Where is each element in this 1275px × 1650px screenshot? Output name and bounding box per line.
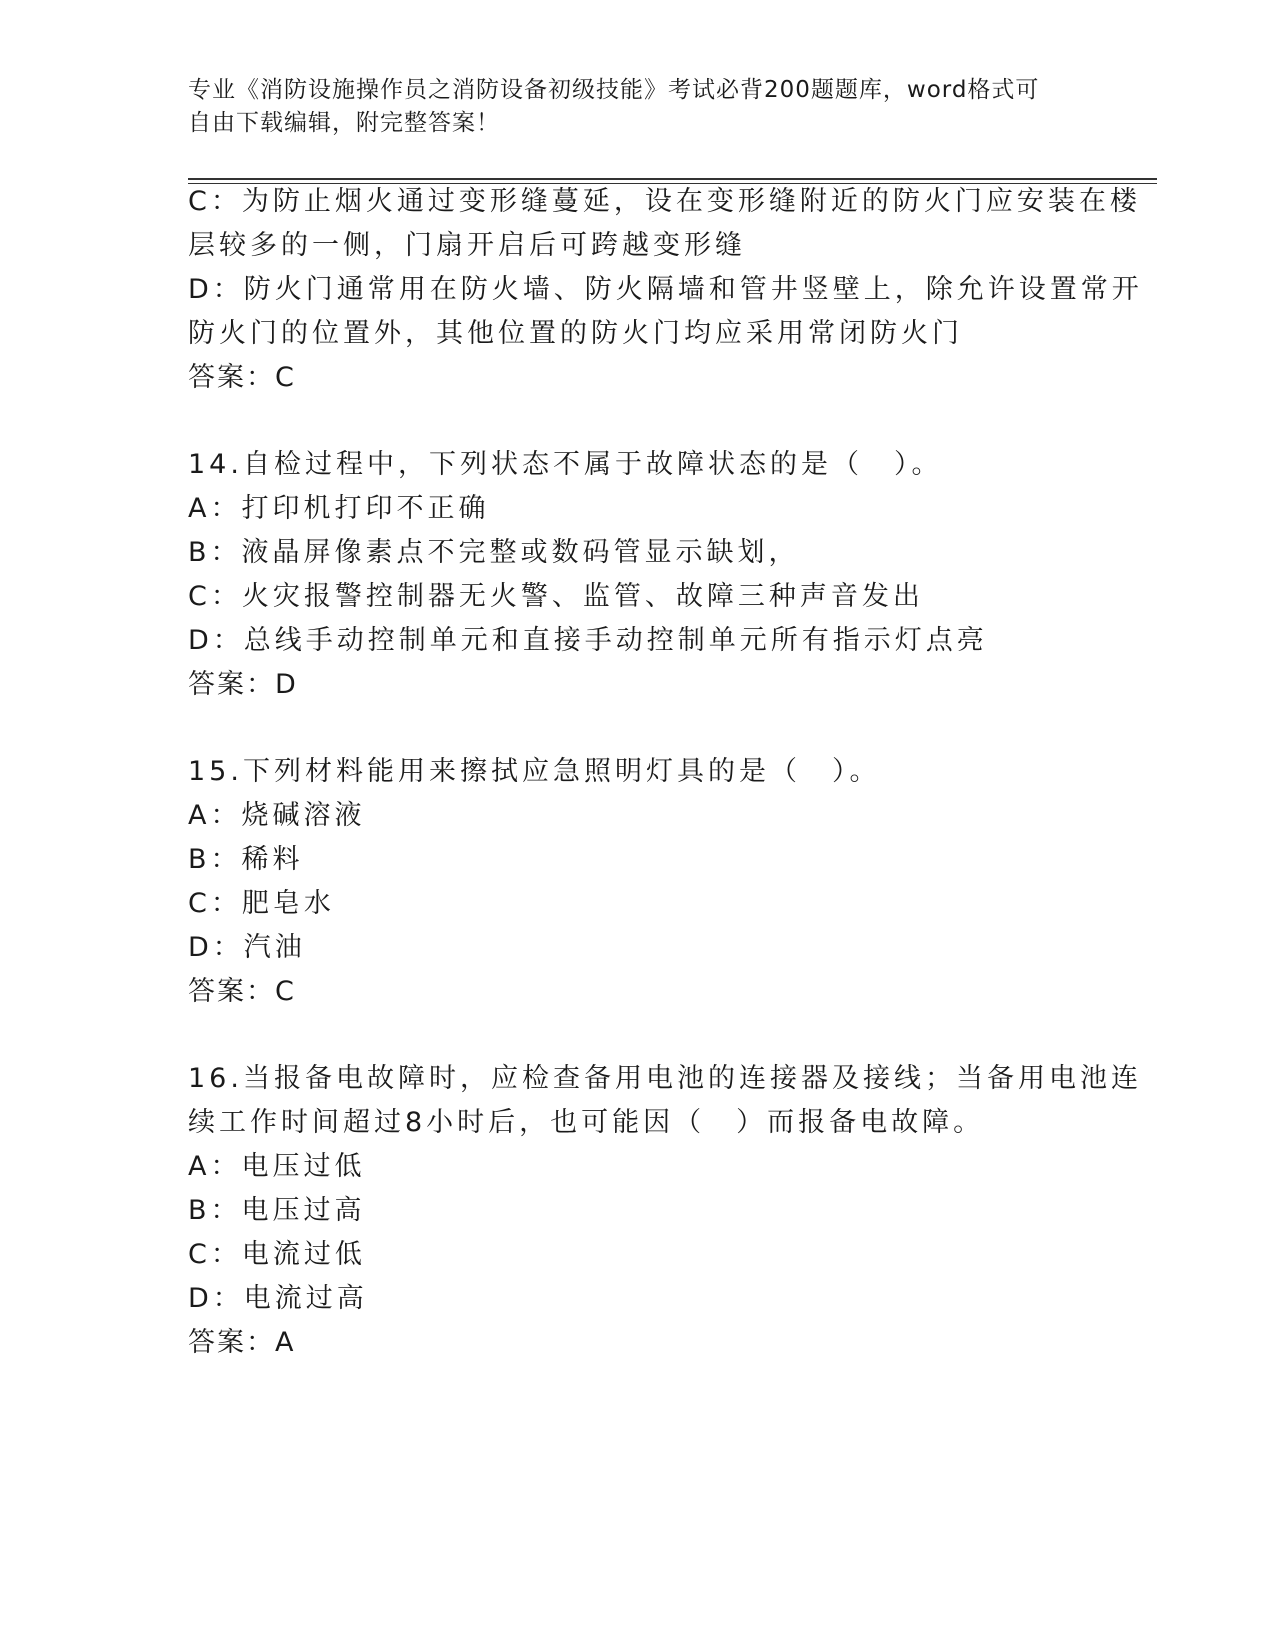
- q15-question: 15.下列材料能用来擦拭应急照明灯具的是（ ）。: [188, 756, 881, 787]
- header-line-1: 专业《消防设施操作员之消防设备初级技能》考试必背200题题库，word格式可: [188, 77, 1040, 103]
- q14-question: 14.自检过程中，下列状态不属于故障状态的是（ ）。: [188, 449, 943, 480]
- q15-option-b: B：稀料: [188, 844, 304, 875]
- q16-option-c: C：电流过低: [188, 1239, 366, 1270]
- q16-option-b: B：电压过高: [188, 1195, 366, 1226]
- q16-option-a: A：电压过低: [188, 1151, 366, 1182]
- q13-option-d-line-2: 防火门的位置外，其他位置的防火门均应采用常闭防火门: [188, 318, 963, 349]
- q15-option-c: C：肥皂水: [188, 888, 335, 919]
- q14-option-b: B：液晶屏像素点不完整或数码管显示缺划，: [188, 537, 800, 568]
- q14-option-a: A：打印机打印不正确: [188, 493, 490, 524]
- q16-question-line-1: 16.当报备电故障时，应检查备用电池的连接器及接线；当备用电池连: [188, 1063, 1142, 1094]
- header-divider-thin: [188, 183, 1157, 184]
- q15-option-d: D：汽油: [188, 932, 306, 963]
- header-line-2: 自由下载编辑，附完整答案！: [188, 110, 500, 136]
- q14-option-c: C：火灾报警控制器无火警、监管、故障三种声音发出: [188, 581, 924, 612]
- header-divider-thick: [188, 178, 1157, 180]
- q13-option-c-line-1: C：为防止烟火通过变形缝蔓延，设在变形缝附近的防火门应安装在楼: [188, 186, 1141, 217]
- q16-option-d: D：电流过高: [188, 1283, 368, 1314]
- q15-option-a: A：烧碱溶液: [188, 800, 366, 831]
- q13-option-d-line-1: D：防火门通常用在防火墙、防火隔墙和管井竖壁上，除允许设置常开: [188, 274, 1143, 305]
- q14-option-d: D：总线手动控制单元和直接手动控制单元所有指示灯点亮: [188, 625, 988, 656]
- q14-answer: 答案：D: [188, 669, 298, 700]
- q13-option-c-line-2: 层较多的一侧，门扇开启后可跨越变形缝: [188, 230, 746, 261]
- q16-answer: 答案：A: [188, 1327, 296, 1358]
- q13-answer: 答案：C: [188, 362, 296, 393]
- q15-answer: 答案：C: [188, 976, 296, 1007]
- q16-question-line-2: 续工作时间超过8小时后，也可能因（ ）而报备电故障。: [188, 1107, 985, 1138]
- document-header: [188, 74, 1088, 140]
